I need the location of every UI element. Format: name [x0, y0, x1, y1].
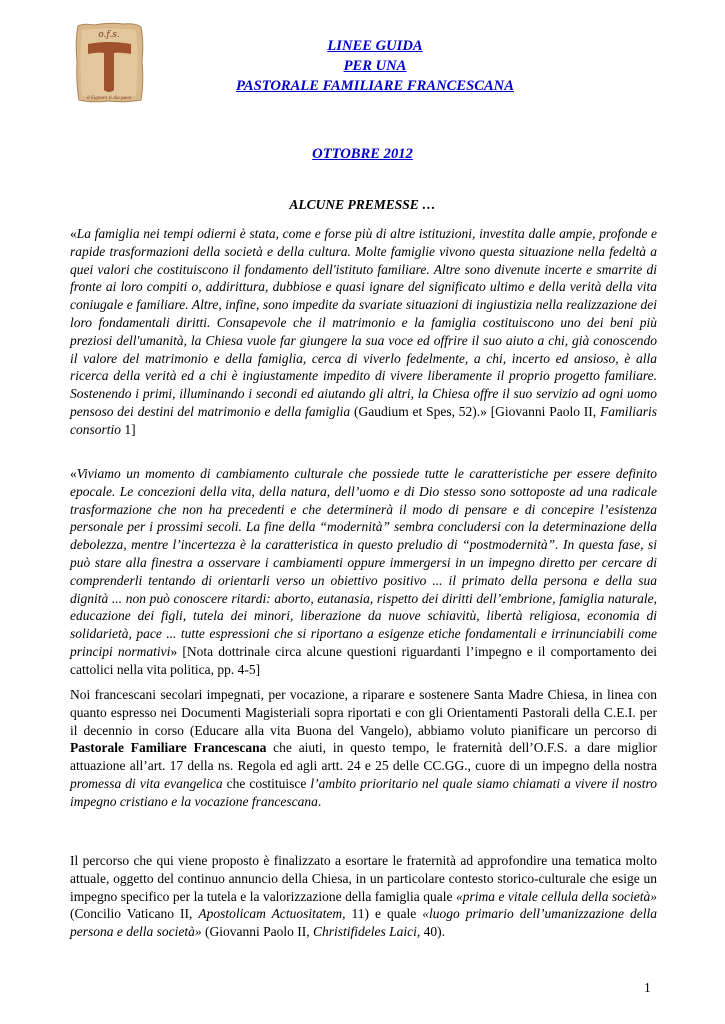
text-run: Il percorso che qui viene proposto è finalizzato a esortare le fraternità ad approfondire una tematica molto attuale, oggetto del continuo annuncio della Chiesa, in un particolare contesto storico-culturale che esige un impegno specifico per la tutela e la valorizzazione della famiglia quale — [70, 853, 657, 904]
text-run: Noi francescani secolari impegnati, per vocazione, a riparare e sostenere Santa Madre Chiesa, in linea con quanto espresso nei Documenti Magisteriali sopra riportati e con gli Orientamenti Pastorali della C.E.I. per il decennio in corso (Educare alla vita Buona del Vangelo), abbiamo voluto pianificare un percorso di — [70, 687, 657, 738]
text-run: che costituisce — [222, 775, 311, 791]
text-run: 40). — [420, 924, 445, 940]
logo-text-bottom: il Signore ti dia pace — [86, 95, 132, 100]
italic-phrase: «luogo primario dell’umanizzazione della persona e della società» — [70, 906, 657, 940]
text-run: « — [70, 466, 77, 481]
paragraph-familiaris-consortio — [70, 225, 657, 439]
italic-phrase: «prima e vitale cellula della società» — [455, 888, 658, 904]
citation-end: 1] — [121, 421, 136, 437]
title-line-3: PASTORALE FAMILIARE FRANCESCANA — [236, 78, 514, 94]
ofs-tau-logo — [74, 22, 144, 104]
citation: (Gaudium et Spes, 52).» [Giovanni Paolo II, — [350, 403, 600, 419]
italic-phrase: l’ambito prioritario nel quale siamo chiamati a vivere il nostro impegno cristiano e la vocazione francescana — [70, 775, 657, 809]
text-run: che aiuti, in questo tempo, le fraternità dell’O.F.S. a dare miglior attuazione all’art. 17 della ns. Regola ed agli artt. 24 e 25 delle CC.GG., cuore di un impegno della nostra — [70, 740, 657, 774]
text-run: (Giovanni Paolo II, — [201, 924, 313, 940]
quote-text: Viviamo un momento di cambiamento culturale che possiede tutte le caratteristiche per essere definito epocale. Le concezioni della vita, della natura, dell’uomo e di Dio stesso sono sottoposte ad una radicale trasformazione che non ha precedenti e che determinerà il modo di pensare e di concepire l’esistenza personale per i prossimi secoli. La fine della “modernità” sembra concludersi con la determinazione della debolezza, mentre l’incertezza è la caratteristica in questo preludio di “postmodernità”. In questa fase, si può stare alla finestra a osservare i cambiamenti oppure immergersi in un impegno diretto per cercare di comprenderli tentando di orientarli verso un obiettivo positivo ... il primato della persona e della sua dignità ... non può conoscere ritardi: aborto, eutanasia, rispetto dei diritti dell’embrione, famiglia naturale, educazione dei figli, tutela dei minori, liberazione da nuove schiavitù, libertà religiosa, economia di solidarietà, pace ... tutte espressioni che si riportano a esigenze etiche fondamentali e irrinunciabili come principi normativi — [70, 466, 657, 659]
italic-phrase: Apostolicam Actuositatem, — [198, 906, 346, 922]
quote-text: La famiglia nei tempi odierni è stata, come e forse più di altre istituzioni, investita dalle ampie, profonde e rapide trasformazioni della società e della cultura. Molte famiglie vivono questa situazione nella fedeltà a quei valori che costituiscono il fondamento dell'istituto familiare. Altre sono divenute incerte e smarrite di fronte ai loro compiti o, addirittura, dubbiose e quasi ignare del significato ultimo e della verità della vita coniugale e familiare. Altre, infine, sono impedite da svariate situazioni di ingiustizia nella realizzazione dei loro fondamentali diritti. Consapevole che il matrimonio e la famiglia costituiscono uno dei beni più preziosi dell'umanità, la Chiesa vuole far giungere la sua voce ed offrire il suo aiuto a chi, già conoscendo il valore del matrimonio e della famiglia, cerca di viverlo fedelmente, a chi, incerto ed ansioso, è alla ricerca della verità ed a chi è ingiustamente impedito di vivere liberamente il proprio progetto familiare. Sostenendo i primi, illuminando i secondi ed aiutando gli altri, la Chiesa offre il suo servizio ad ogni uomo pensoso dei destini del matrimonio e della famiglia — [70, 226, 657, 419]
italic-phrase: promessa di vita evangelica — [70, 775, 223, 791]
text-run: 11) e quale — [345, 906, 423, 922]
paragraph-francescani-secolari — [70, 686, 657, 811]
text-run: (Concilio Vaticano II, — [70, 906, 199, 922]
citation: » [Nota dottrinale circa alcune questioni riguardanti l’impegno e il comportamento dei cattolici nella vita politica, pp. 4-5] — [70, 643, 657, 677]
italic-phrase: Christifideles Laici, — [312, 924, 421, 940]
logo-text-top: o.f.s. — [98, 30, 120, 40]
document-date: OTTOBRE 2012 — [312, 146, 413, 162]
title-line-2: PER UNA — [343, 58, 407, 74]
document-title — [150, 36, 600, 96]
citation-title: Familiaris consortio — [70, 403, 657, 437]
page-number: 1 — [644, 980, 651, 995]
paragraph-nota-dottrinale — [70, 465, 657, 679]
text-run: « — [70, 226, 77, 241]
section-heading: ALCUNE PREMESSE … — [289, 197, 436, 212]
bold-phrase: Pastorale Familiare Francescana — [70, 740, 267, 756]
paragraph-percorso — [70, 852, 657, 941]
text-run: . — [317, 793, 322, 809]
title-line-1: LINEE GUIDA — [327, 38, 423, 54]
